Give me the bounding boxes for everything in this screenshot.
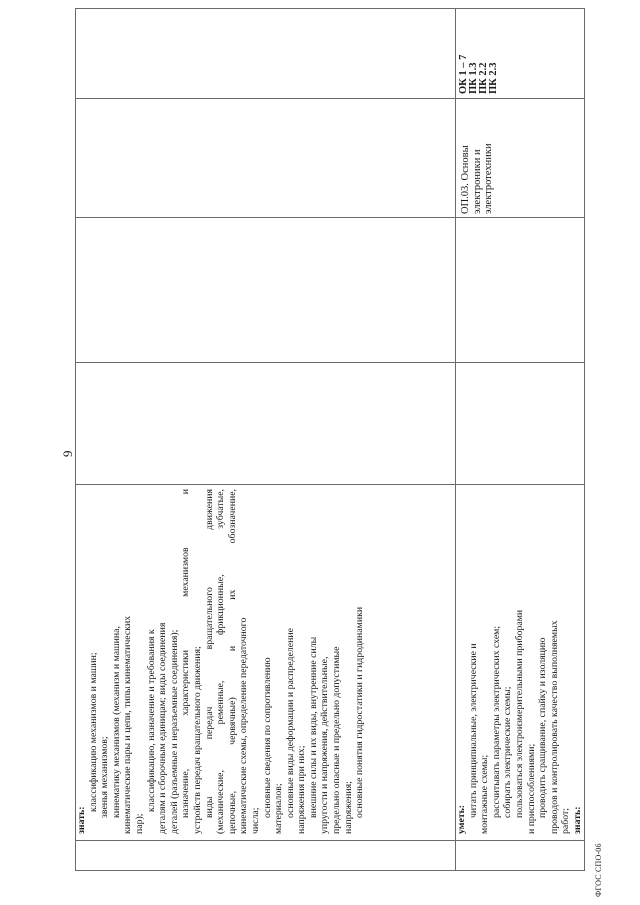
competency-codes — [456, 9, 585, 99]
text-line: кинематические пары и цепи, типы кинематических — [122, 615, 134, 834]
text-line: кинематику механизмов (механизм и машина, — [110, 626, 122, 818]
discipline-name: ОП.03. Основы электроники и электротехники — [456, 99, 585, 218]
text-line: работ; — [560, 807, 572, 834]
competency-code: ОК 1 – 7 — [458, 54, 469, 94]
text-line: (механические, ременные, фрикционные, зубчатые, — [215, 489, 227, 834]
table-row — [456, 9, 585, 871]
competency-code: ПК 2.3 — [488, 62, 499, 94]
text-line: назначение, характеристики механизмов и — [180, 489, 192, 818]
curriculum-table — [75, 8, 585, 871]
text-line: звенья механизмов; — [99, 736, 111, 818]
text-line: устройств передач вращательного движения; — [191, 646, 203, 834]
competency-code: ПК 1.3 — [468, 62, 479, 94]
competency-cell — [76, 9, 456, 99]
index-cell — [76, 841, 456, 871]
text-line: основные сведения по сопротивлению — [261, 657, 273, 818]
text-line: цепочные, червячные) и их обозначение, — [226, 489, 238, 834]
text-line: предельно опасные и предельно допустимые — [331, 646, 343, 834]
text-line: пользоваться электроизмерительными приборами — [513, 609, 525, 818]
text-line: классификацию, назначение и требования к — [145, 629, 157, 812]
page-number: 9 — [60, 450, 75, 457]
discipline-cell — [76, 99, 456, 218]
text-line: проводов и контролировать качество выполняемых — [548, 620, 560, 834]
hours-cell — [456, 363, 585, 485]
text-line: материалов; — [273, 783, 285, 834]
text-line: проводить сращивание, спайку и изоляцию — [537, 637, 549, 818]
index-cell — [456, 841, 585, 871]
load-cell — [456, 218, 585, 363]
text-line: читать принципиальные, электрические и — [467, 643, 479, 818]
competency-code: ПК 2.2 — [478, 62, 489, 94]
text-line: пар); — [133, 813, 145, 834]
text-line: монтажные схемы; — [479, 754, 491, 834]
load-cell — [76, 218, 456, 363]
text-line: виды передач вращательного движения — [203, 489, 215, 818]
footer-code: ФГОС СПО-06 — [594, 843, 603, 897]
text-line: упругости и напряжения, действительные, — [319, 656, 331, 834]
text-line: уметь: — [456, 804, 467, 834]
table-row — [76, 9, 456, 871]
text-line: внешние силы и их виды, внутренние силы — [307, 636, 319, 818]
text-line: деталей (разъемные и неразъемные соединения); — [168, 629, 180, 834]
text-line: числа; — [249, 807, 261, 834]
knowledge-cell — [76, 485, 456, 841]
text-line: основные виды деформации и распределение — [284, 628, 296, 818]
text-line: знать: — [76, 806, 87, 834]
text-line: напряжения; — [342, 781, 354, 834]
skills-cell — [456, 485, 585, 841]
text-line: кинематические схемы, определение передаточного — [238, 617, 250, 834]
text-line: знать: — [571, 806, 583, 834]
text-line: деталям и сборочным единицам; виды соединения — [157, 622, 169, 834]
text-line: напряжения при них; — [296, 745, 308, 834]
text-line: и приспособлениями; — [525, 743, 537, 834]
text-line: рассчитывать параметры электрических схем; — [490, 625, 502, 818]
text-line: основные понятия гидростатики и гидродинамики — [354, 606, 366, 818]
text-line: классификацию механизмов и машин; — [87, 652, 99, 812]
hours-cell — [76, 363, 456, 485]
text-line: собирать электрические схемы; — [502, 686, 514, 818]
